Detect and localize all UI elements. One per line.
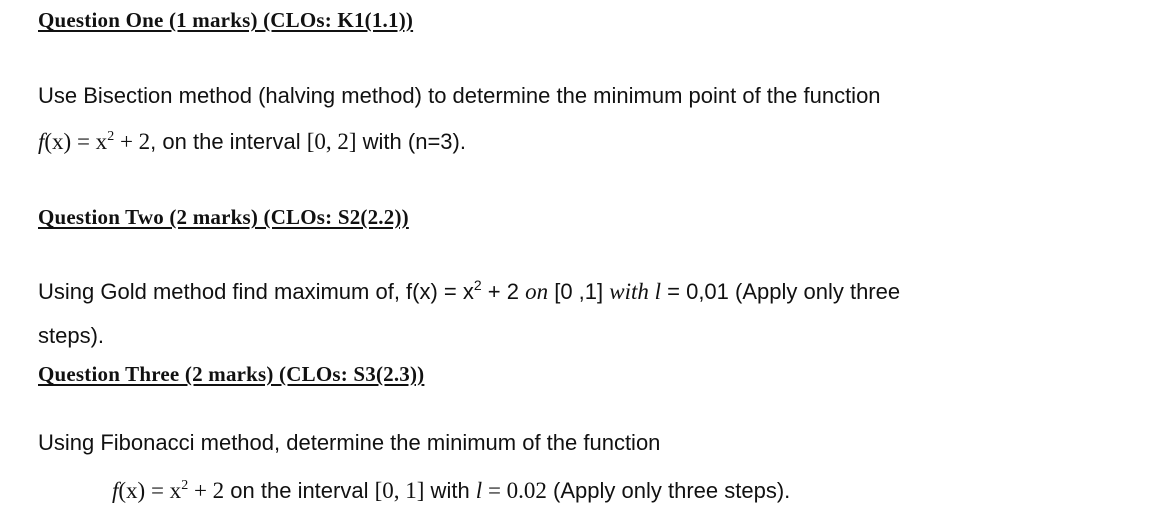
question-three-text-line2: $f(x) = x^2 + 2$ on the interval [0, 1] with l = 0.02 (Apply only three steps). [112, 478, 791, 503]
question-three-text-line1: Using Fibonacci method, determine the minimum of the function [38, 430, 661, 455]
q3-function: $f(x) = x^2 + 2$ [112, 478, 225, 503]
q1-function: $f(x) = x^2 + 2$ [38, 129, 151, 154]
q3-interval: [0, 1] [374, 478, 425, 503]
question-two-text-line2: steps). [38, 323, 105, 348]
question-three-heading: Question Three (2 marks) (CLOs: S3(2.3)) [38, 362, 425, 386]
question-one-text-line2: $f(x) = x^2 + 2$, on the interval [0, 2] with (n=3). [38, 129, 466, 154]
question-one-heading: Question One (1 marks) (CLOs: K1(1.1)) [38, 8, 414, 32]
question-one-text-line1: Use Bisection method (halving method) to determine the minimum point of the function [38, 83, 881, 108]
question-two-text-line1: Using Gold method find maximum of, $f(x) = x^2 + 2$ on [0 ,1] with l = 0,01 (Apply only three [38, 277, 901, 304]
q1-interval: [0, 2] [306, 129, 357, 154]
question-two-heading: Question Two (2 marks) (CLOs: S2(2.2)) [38, 205, 409, 229]
